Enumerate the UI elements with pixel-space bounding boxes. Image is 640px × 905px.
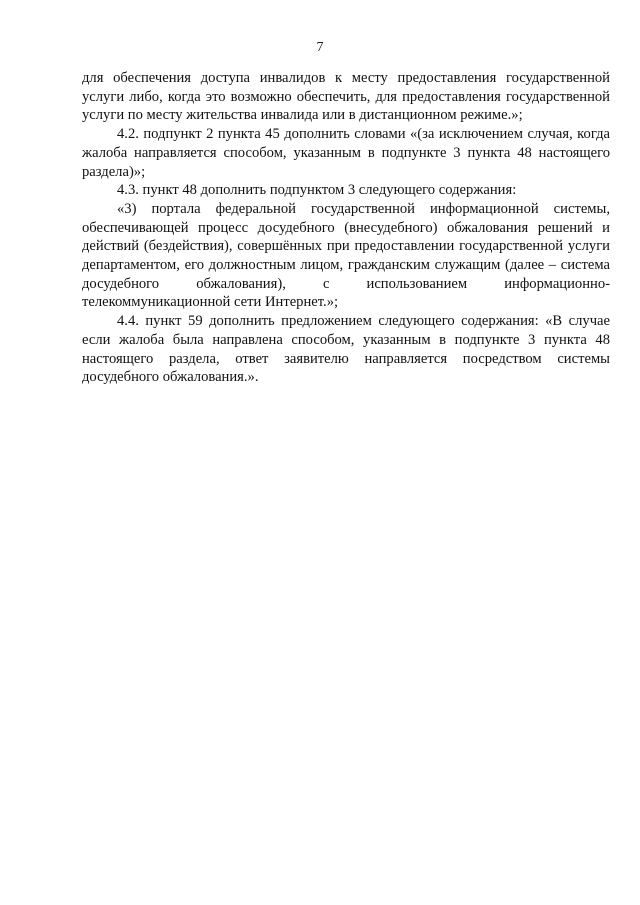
paragraph-subpoint-3: «3) портала федеральной государственной информационной системы, обеспечивающей процесс досудебного (внесудебного) обжалования решений и действий (бездействия), совершённых при предоставлении государственной услуги департаментом, его должностным лицом, гражданским служащим (далее – система досудебного обжалования), с использованием информационно-телекоммуникационной сети Интернет.»; <box>82 200 610 311</box>
paragraph-4-4: 4.4. пункт 59 дополнить предложением следующего содержания: «В случае если жалоба была направлена способом, указанным в подпункте 3 пункта 48 настоящего раздела, ответ заявителю направляется посредством системы досудебного обжалования.». <box>82 313 610 386</box>
page-number: 7 <box>316 40 324 55</box>
paragraph-4-2: 4.2. подпункт 2 пункта 45 дополнить словами «(за исключением случая, когда жалоба направляется способом, указанным в подпункте 3 пункта 48 настоящего раздела)»; <box>82 126 610 180</box>
paragraph-continuation: для обеспечения доступа инвалидов к месту предоставления государственной услуги либо, когда это возможно обеспечить, для предоставления государственной услуги по месту жительства инвалида или в дистанционном режиме.»; <box>82 70 610 124</box>
paragraph-4-3: 4.3. пункт 48 дополнить подпунктом 3 следующего содержания: <box>117 182 517 199</box>
document-body <box>82 69 610 387</box>
